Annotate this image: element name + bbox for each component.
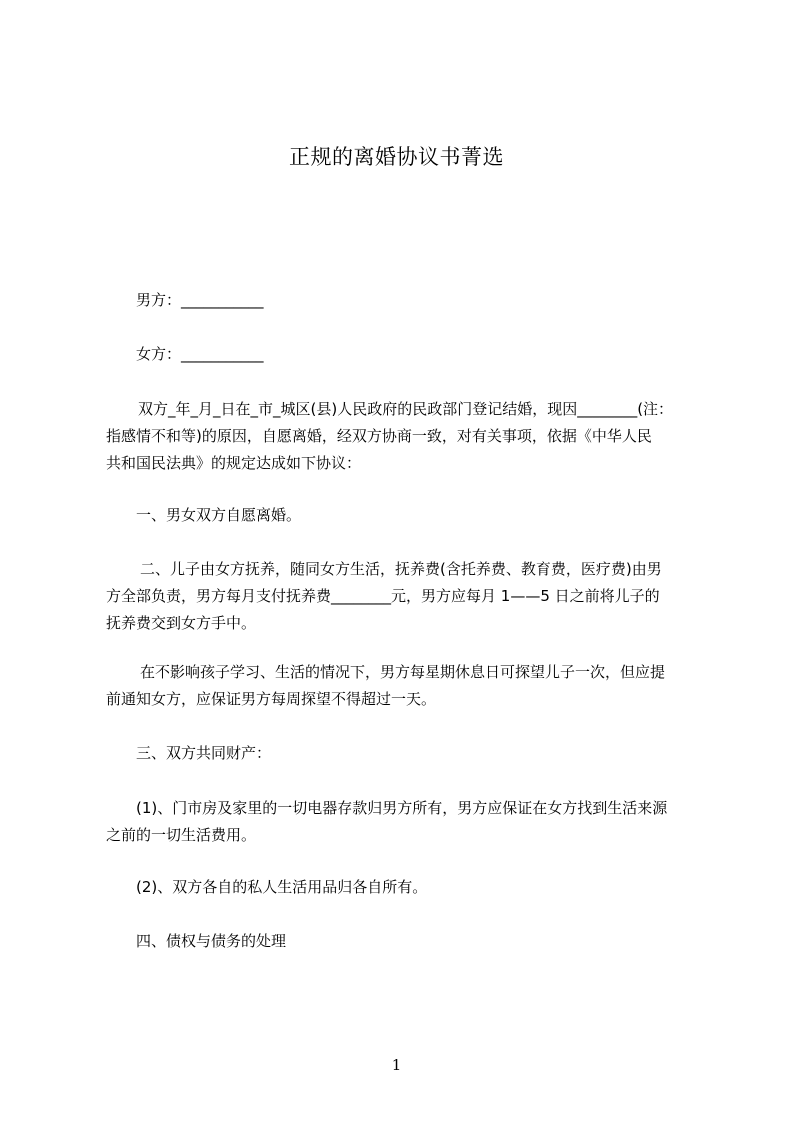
intro-line: 指感情不和等)的原因，自愿离婚，经双方协商一致，对有关事项，依据《中华人民 [106,427,652,445]
section-3-heading: 三、双方共同财产： [136,744,272,762]
intro-line: 共和国民法典》的规定达成如下协议： [106,454,362,472]
husband-field [136,287,740,314]
husband-label: 男方： [136,291,182,309]
custody-paragraph [106,556,710,637]
custody-line: 二、儿子由女方抚养，随同女方生活，抚养费(含托养费、教育费，医疗费)由男 [140,560,662,578]
document-title: 正规的离婚协议书菁选 [289,145,504,169]
intro-line: 双方_年_月_日在_市_城区(县)人民政府的民政部门登记结婚，现因________(注： [138,400,674,418]
property-2-paragraph: (2)、双方各自的私人生活用品归各自所有。 [136,878,428,896]
custody-line: 方全部负责，男方每月支付抚养费________元，男方应每月 1——5 日之前将儿子的 [106,587,660,605]
section-4-heading: 四、债权与债务的处理 [136,932,287,950]
wife-label: 女方： [136,345,182,363]
visitation-line: 前通知女方，应保证男方每周探望不得超过一天。 [106,690,437,708]
visitation-line: 在不影响孩子学习、生活的情况下，男方每星期休息日可探望儿子一次，但应提 [140,663,666,681]
intro-paragraph [106,396,710,477]
page-number: 1 [391,1056,402,1074]
property-1-line: 之前的一切生活费用。 [106,826,257,844]
property-1-paragraph [106,795,710,849]
visitation-paragraph [106,659,710,713]
property-1-line: (1)、门市房及家里的一切电器存款归男方所有，男方应保证在女方找到生活来源 [136,799,668,817]
custody-line: 抚养费交到女方手中。 [106,614,257,632]
husband-blank: ___________ [181,291,264,309]
wife-blank: ___________ [181,345,264,363]
wife-field [136,341,740,368]
section-1-heading: 一、男女双方自愿离婚。 [136,506,302,524]
